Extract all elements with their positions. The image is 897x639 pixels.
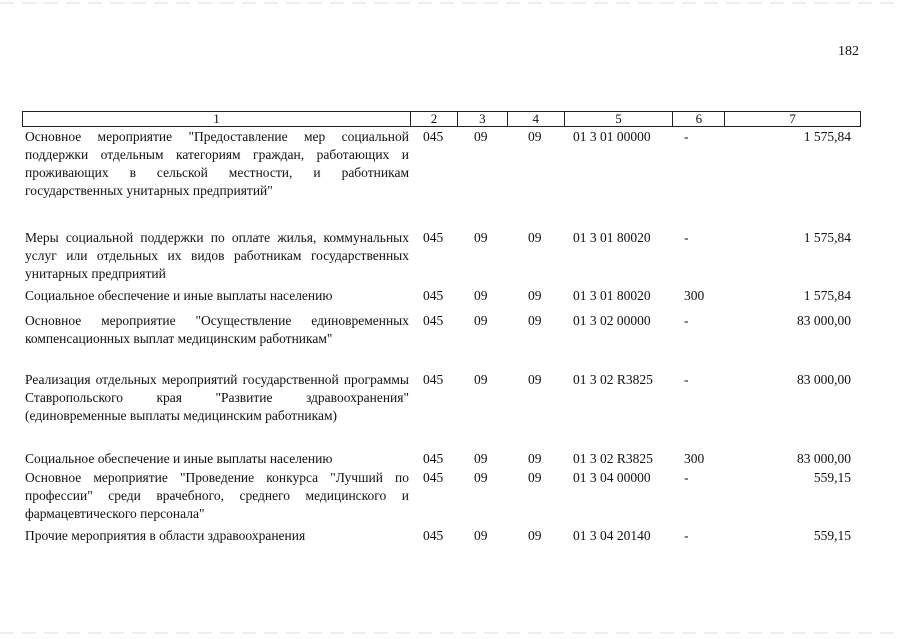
row-description: Основное мероприятие "Осуществление единовременных компенсационных выплат медицинским работникам"	[25, 313, 409, 346]
row-pr: 09	[528, 230, 542, 245]
row-ved: 045	[423, 230, 444, 245]
row-pr: 09	[528, 288, 542, 303]
row-sum: 1 575,84	[803, 288, 851, 303]
row-pr: 09	[528, 528, 542, 543]
row-vr: -	[684, 129, 689, 144]
row-rz: 09	[474, 313, 488, 328]
table-header-row	[22, 111, 861, 127]
row-sum: 1 575,84	[803, 129, 851, 144]
row-vr: -	[684, 372, 689, 387]
row-description: Реализация отдельных мероприятий государственной программы Ставропольского края "Развитие здравоохранения" (единовременные выплаты медицинским работникам)	[25, 372, 409, 423]
row-rz: 09	[474, 129, 488, 144]
row-rz: 09	[474, 230, 488, 245]
row-vr: -	[684, 470, 689, 485]
row-pr: 09	[528, 372, 542, 387]
row-rz: 09	[474, 372, 488, 387]
row-description: Социальное обеспечение и иные выплаты населению	[25, 451, 333, 466]
row-vr: -	[684, 313, 689, 328]
row-vr: -	[684, 230, 689, 245]
row-ved: 045	[423, 313, 444, 328]
row-ved: 045	[423, 129, 444, 144]
row-pr: 09	[528, 470, 542, 485]
row-csr: 01 3 02 00000	[573, 313, 651, 328]
row-description: Меры социальной поддержки по оплате жилья, коммунальных услуг или отдельных их видов работникам государственных унитарных предприятий	[25, 230, 409, 281]
row-sum: 83 000,00	[797, 372, 851, 387]
row-sum: 1 575,84	[803, 230, 851, 245]
row-csr: 01 3 02 R3825	[573, 451, 653, 466]
row-pr: 09	[528, 451, 542, 466]
row-ved: 045	[423, 528, 444, 543]
header-col-7: 7	[789, 111, 796, 126]
row-vr: 300	[684, 288, 705, 303]
row-csr: 01 3 01 80020	[573, 288, 651, 303]
row-vr: -	[684, 528, 689, 543]
header-col-5: 5	[565, 112, 674, 126]
row-csr: 01 3 04 20140	[573, 528, 651, 543]
scan-artifact-top	[0, 2, 897, 4]
row-csr: 01 3 01 80020	[573, 230, 651, 245]
row-rz: 09	[474, 451, 488, 466]
row-description: Основное мероприятие "Проведение конкурса "Лучший по профессии" среди врачебного, среднего медицинского и фармацевтического персонала"	[25, 470, 409, 521]
row-pr: 09	[528, 313, 542, 328]
header-col-2: 2	[411, 112, 458, 126]
row-description: Основное мероприятие "Предоставление мер социальной поддержки отдельным категориям граждан, работающих и проживающих в сельской местности, и работникам государственных унитарных предприятий"	[25, 129, 409, 198]
header-col-1: 1	[23, 112, 411, 126]
row-ved: 045	[423, 451, 444, 466]
row-rz: 09	[474, 470, 488, 485]
header-col-6: 6	[673, 112, 725, 126]
row-ved: 045	[423, 372, 444, 387]
header-col-4: 4	[508, 112, 565, 126]
scan-artifact-bottom	[0, 632, 897, 634]
row-ved: 045	[423, 470, 444, 485]
row-csr: 01 3 02 R3825	[573, 372, 653, 387]
row-sum: 83 000,00	[797, 451, 851, 466]
row-csr: 01 3 04 00000	[573, 470, 651, 485]
row-rz: 09	[474, 528, 488, 543]
row-sum: 83 000,00	[797, 313, 851, 328]
row-pr: 09	[528, 129, 542, 144]
row-csr: 01 3 01 00000	[573, 129, 651, 144]
row-ved: 045	[423, 288, 444, 303]
row-sum: 559,15	[813, 470, 851, 485]
header-col-3: 3	[458, 112, 508, 126]
row-description: Прочие мероприятия в области здравоохранения	[25, 528, 306, 543]
row-sum: 559,15	[813, 528, 851, 543]
row-vr: 300	[684, 451, 705, 466]
page-number: 182	[838, 44, 859, 59]
row-description: Социальное обеспечение и иные выплаты населению	[25, 288, 333, 303]
row-rz: 09	[474, 288, 488, 303]
